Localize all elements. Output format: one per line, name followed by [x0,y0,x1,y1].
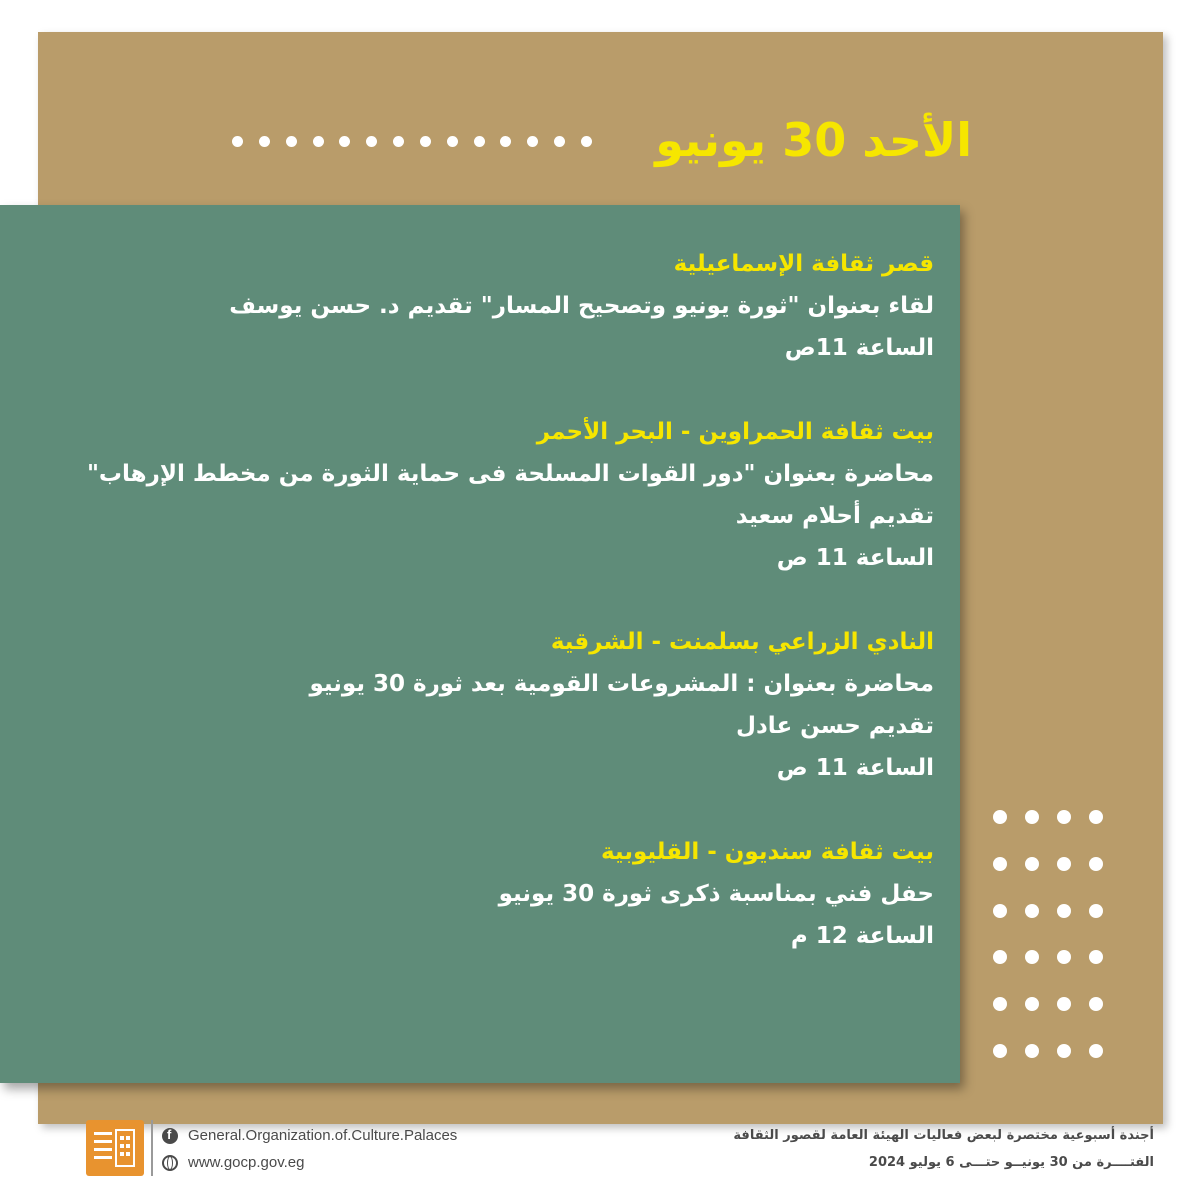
dot-icon [500,136,511,147]
event-detail: لقاء بعنوان "ثورة يونيو وتصحيح المسار" تقديم د. حسن يوسف [229,293,934,319]
dot-icon [993,810,1007,824]
event-item [34,411,934,579]
dot-icon [420,136,431,147]
dot-icon [1089,904,1103,918]
dot-icon [1025,950,1039,964]
event-venue: بيت ثقافة سنديون - القليوبية [600,839,934,865]
footer-links [162,1122,457,1176]
event-venue: قصر ثقافة الإسماعيلية [673,251,934,277]
dot-icon [993,904,1007,918]
organization-logo [86,1120,144,1176]
event-time: الساعة 11ص [784,335,934,361]
dot-icon [1089,997,1103,1011]
page-title: الأحد 30 يونيو [655,113,972,167]
dot-icon [1057,1044,1071,1058]
dot-icon [447,136,458,147]
facebook-link[interactable] [162,1122,457,1149]
event-item [34,243,934,369]
event-time: الساعة 12 م [790,923,934,949]
event-venue: بيت ثقافة الحمراوين - البحر الأحمر [536,419,934,445]
dot-icon [1025,997,1039,1011]
dot-icon [313,136,324,147]
dot-icon [1025,1044,1039,1058]
dot-icon [1057,997,1071,1011]
agenda-title: أجندة أسبوعية مختصرة لبعض فعاليات الهيئة العامة لقصور الثقافة [733,1128,1154,1143]
dot-icon [393,136,404,147]
event-item [34,621,934,789]
event-venue: النادي الزراعي بسلمنت - الشرقية [550,629,934,655]
event-item [34,831,934,957]
event-detail: محاضرة بعنوان "دور القوات المسلحة فى حماية الثورة من مخطط الإرهاب" [86,461,934,487]
footer-agenda-info [733,1122,1154,1176]
event-detail: حفل فني بمناسبة ذكرى ثورة 30 يونيو [498,881,934,907]
event-time: الساعة 11 ص [776,545,934,571]
facebook-icon [162,1128,178,1144]
dot-icon [1057,810,1071,824]
dot-icon [366,136,377,147]
dot-icon [993,1044,1007,1058]
website-link[interactable] [162,1149,457,1176]
event-detail: محاضرة بعنوان : المشروعات القومية بعد ثورة 30 يونيو [309,671,934,697]
dot-icon [581,136,592,147]
decorative-dots-row [232,130,592,152]
dot-icon [286,136,297,147]
globe-icon [162,1155,178,1171]
building-logo-icon [86,1120,144,1176]
dot-icon [1089,1044,1103,1058]
dot-icon [1057,857,1071,871]
dot-icon [554,136,565,147]
dot-icon [527,136,538,147]
dot-icon [1057,950,1071,964]
events-list [34,243,934,999]
event-presenter: تقديم أحلام سعيد [735,503,934,529]
agenda-period: الفتــــرة من 30 يونيــو حتـــى 6 يوليو 2024 [868,1155,1154,1170]
dot-icon [232,136,243,147]
dot-icon [339,136,350,147]
dot-icon [1089,857,1103,871]
dot-icon [259,136,270,147]
dot-icon [1089,950,1103,964]
dot-icon [993,857,1007,871]
dot-icon [474,136,485,147]
decorative-dots-grid [984,794,1112,1074]
facebook-page-name: General.Organization.of.Culture.Palaces [188,1127,458,1144]
dot-icon [993,950,1007,964]
dot-icon [1089,810,1103,824]
dot-icon [1025,810,1039,824]
footer-divider [151,1120,153,1176]
dot-icon [1057,904,1071,918]
event-presenter: تقديم حسن عادل [736,713,934,739]
dot-icon [1025,857,1039,871]
website-url: www.gocp.gov.eg [188,1154,305,1171]
dot-icon [993,997,1007,1011]
dot-icon [1025,904,1039,918]
event-time: الساعة 11 ص [776,755,934,781]
